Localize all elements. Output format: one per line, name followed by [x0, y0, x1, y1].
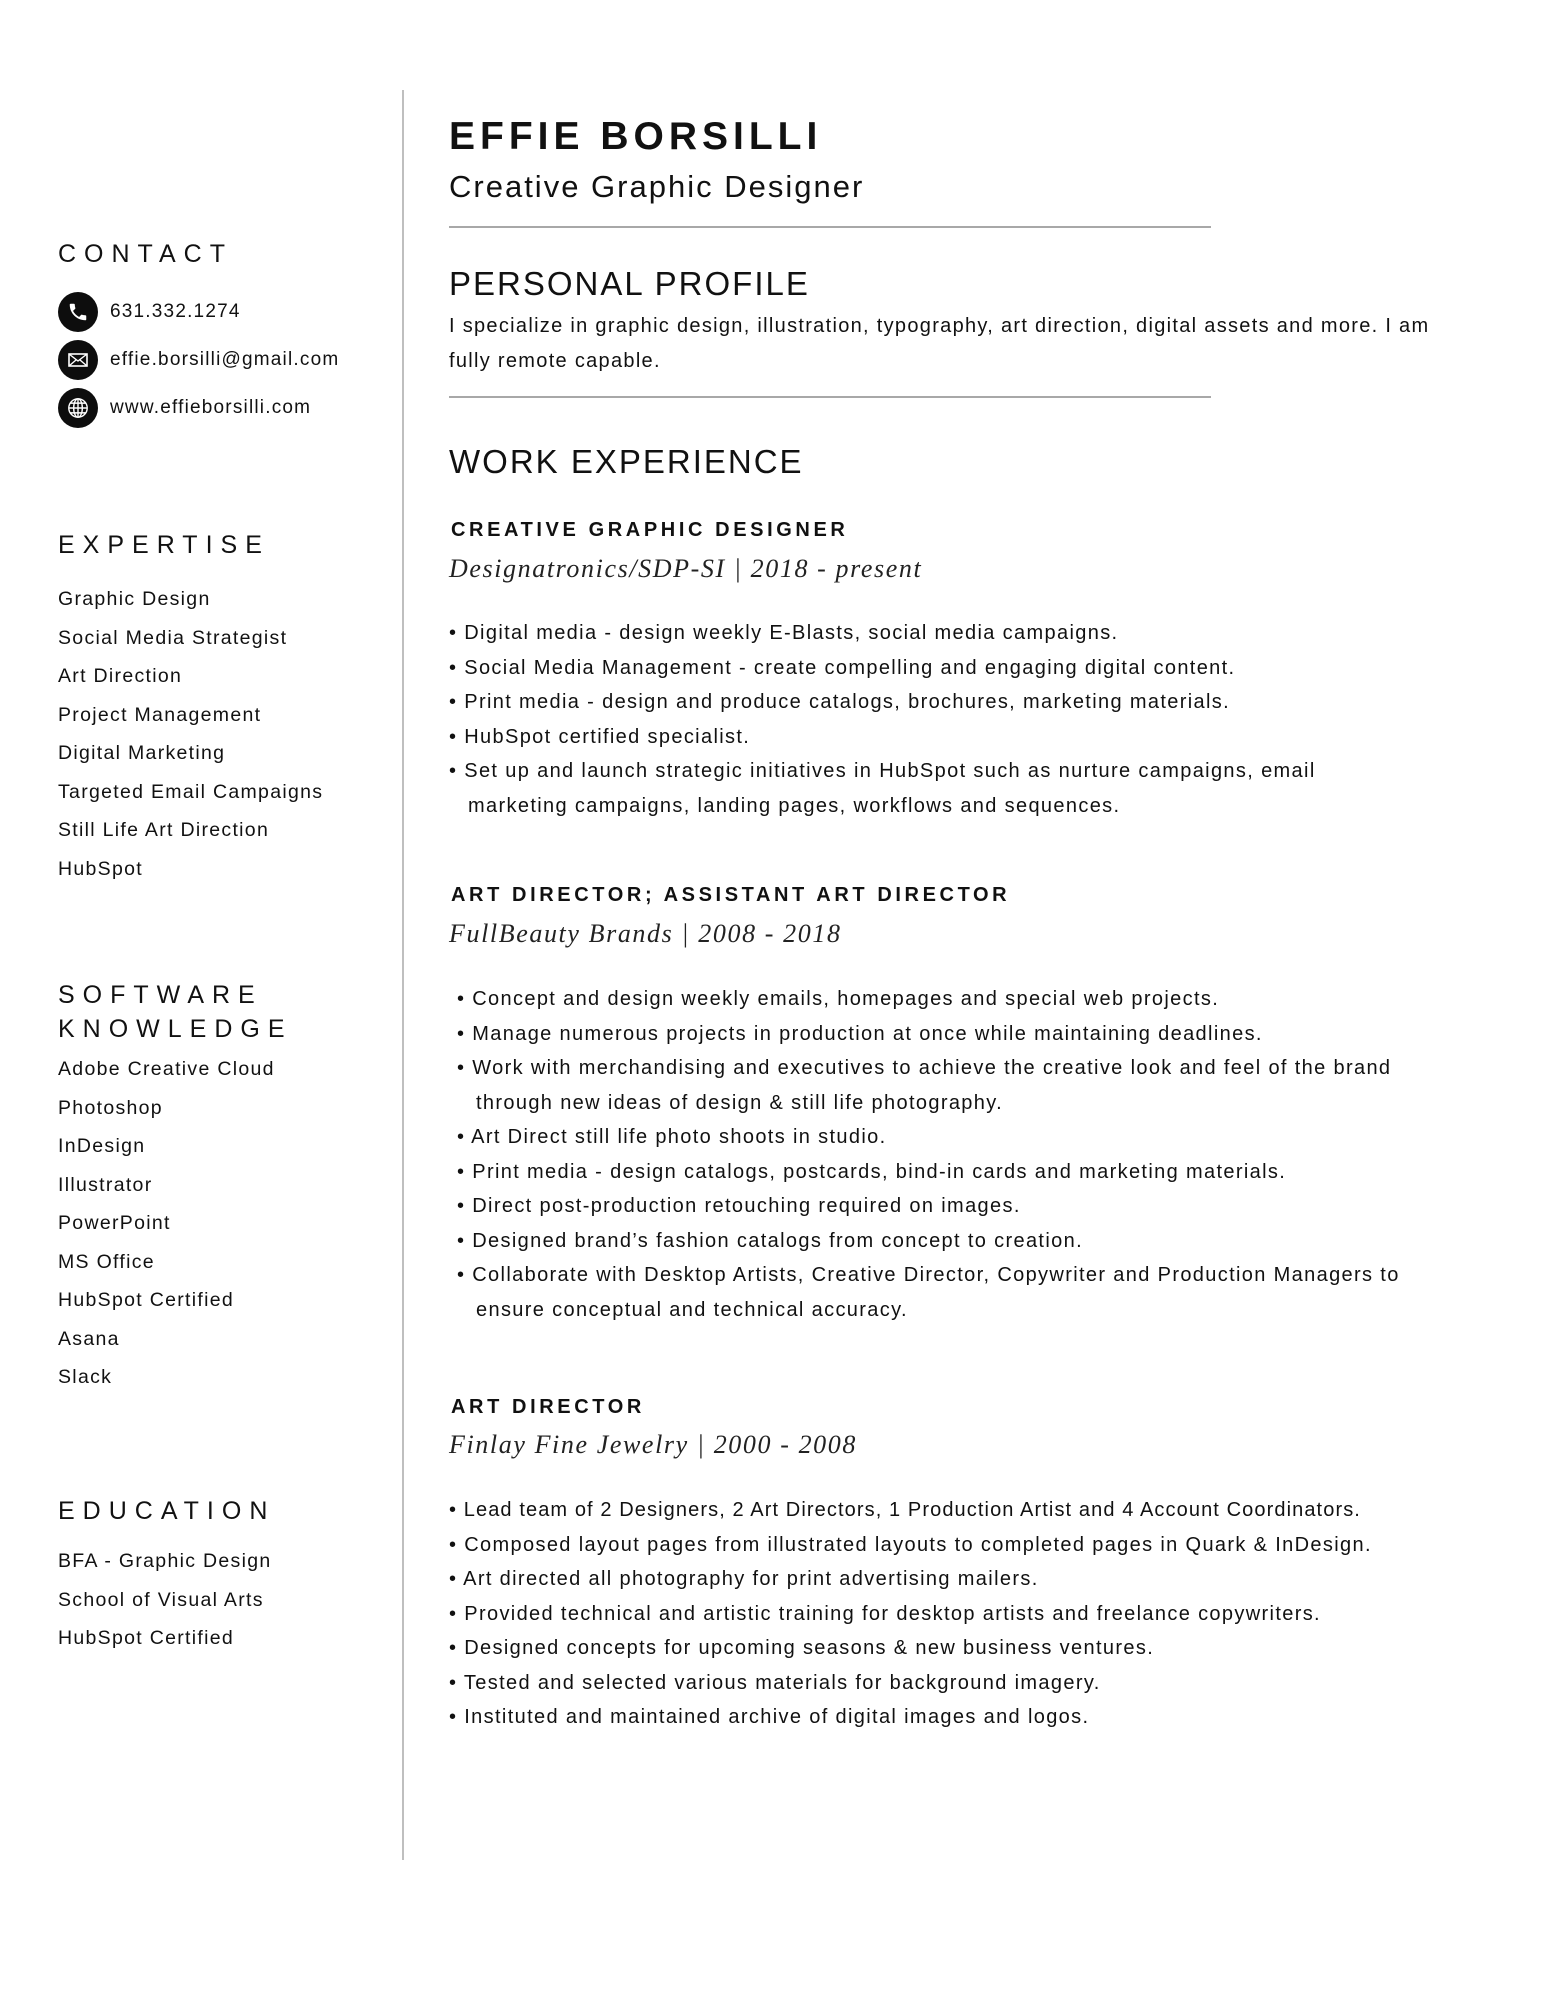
- list-item: • Collaborate with Desktop Artists, Creative Director, Copywriter and Production Managers to ensure conceptual and technical accuracy.: [457, 1258, 1426, 1327]
- list-item: • Art directed all photography for print advertising mailers.: [449, 1562, 1529, 1597]
- education-list: [58, 1542, 272, 1658]
- job-bullets: [449, 1493, 1529, 1735]
- contact-phone: [58, 292, 241, 332]
- job-title: CREATIVE GRAPHIC DESIGNER: [451, 519, 849, 541]
- list-item: HubSpot Certified: [58, 1289, 235, 1311]
- list-item: MS Office: [58, 1250, 155, 1273]
- vertical-divider: [402, 90, 404, 1860]
- header-divider: [449, 226, 1211, 228]
- list-item: Graphic Design: [58, 588, 211, 610]
- list-item: BFA - Graphic Design: [58, 1550, 272, 1572]
- list-item: • Art Direct still life photo shoots in studio.: [457, 1120, 1537, 1155]
- list-item: Slack: [58, 1366, 113, 1388]
- work-heading: WORK EXPERIENCE: [449, 443, 804, 480]
- list-item: Social Media Strategist: [58, 626, 288, 649]
- website-url[interactable]: www.effieborsilli.com: [110, 397, 312, 418]
- profile-heading: PERSONAL PROFILE: [449, 265, 810, 302]
- job-title: ART DIRECTOR; ASSISTANT ART DIRECTOR: [451, 884, 1011, 906]
- contact-email: [58, 340, 339, 380]
- list-item: • Composed layout pages from illustrated layouts to completed pages in Quark & InDesign.: [449, 1528, 1529, 1563]
- candidate-name: EFFIE BORSILLI: [449, 115, 823, 158]
- list-item: • Set up and launch strategic initiatives in HubSpot such as nurture campaigns, email marketing campaigns, landing pages, workflows and sequences.: [449, 754, 1358, 823]
- phone-icon: [58, 292, 98, 332]
- education-heading: EDUCATION: [58, 1497, 276, 1525]
- list-item: Photoshop: [58, 1096, 163, 1119]
- job-company: Designatronics/SDP-SI | 2018 - present: [449, 554, 923, 583]
- list-item: PowerPoint: [58, 1212, 171, 1234]
- list-item: School of Visual Arts: [58, 1588, 264, 1611]
- list-item: Asana: [58, 1327, 120, 1350]
- mail-icon: [58, 340, 98, 380]
- list-item: • Social Media Management - create compelling and engaging digital content.: [449, 651, 1529, 686]
- contact-website: [58, 388, 311, 428]
- list-item: • Direct post-production retouching required on images.: [457, 1189, 1537, 1224]
- list-item: • HubSpot certified specialist.: [449, 720, 1529, 755]
- list-item: • Print media - design and produce catalogs, brochures, marketing materials.: [449, 685, 1529, 720]
- globe-icon: [58, 388, 98, 428]
- list-item: • Manage numerous projects in production at once while maintaining deadlines.: [457, 1017, 1537, 1052]
- contact-heading: CONTACT: [58, 240, 233, 268]
- list-item: Targeted Email Campaigns: [58, 780, 324, 803]
- job-bullets: [449, 616, 1529, 823]
- job-bullets: [457, 982, 1537, 1327]
- list-item: Still Life Art Direction: [58, 819, 270, 841]
- profile-text: I specialize in graphic design, illustration, typography, art direction, digital assets and more. I am fully remote capable.: [449, 315, 1430, 372]
- expertise-list: [58, 580, 323, 888]
- list-item: • Lead team of 2 Designers, 2 Art Directors, 1 Production Artist and 4 Account Coordinators.: [449, 1493, 1529, 1528]
- software-heading-line1: SOFTWARE: [58, 981, 263, 1009]
- list-item: • Work with merchandising and executives to achieve the creative look and feel of the brand through new ideas of design & still life photography.: [457, 1051, 1426, 1120]
- list-item: • Instituted and maintained archive of digital images and logos.: [449, 1700, 1529, 1735]
- candidate-title: Creative Graphic Designer: [449, 169, 865, 204]
- list-item: InDesign: [58, 1135, 146, 1157]
- software-list: [58, 1050, 275, 1397]
- phone-number[interactable]: 631.332.1274: [110, 301, 241, 322]
- job-company: FullBeauty Brands | 2008 - 2018: [449, 919, 842, 948]
- job-company: Finlay Fine Jewelry | 2000 - 2008: [449, 1430, 857, 1459]
- profile-divider: [449, 396, 1211, 398]
- list-item: • Digital media - design weekly E-Blasts, social media campaigns.: [449, 616, 1529, 651]
- list-item: • Print media - design catalogs, postcards, bind-in cards and marketing materials.: [457, 1155, 1537, 1190]
- list-item: HubSpot: [58, 857, 143, 880]
- list-item: • Tested and selected various materials for background imagery.: [449, 1666, 1529, 1701]
- list-item: Project Management: [58, 703, 262, 726]
- email-address[interactable]: effie.borsilli@gmail.com: [110, 349, 340, 370]
- list-item: • Provided technical and artistic training for desktop artists and freelance copywriters.: [449, 1597, 1529, 1632]
- list-item: • Designed brand’s fashion catalogs from concept to creation.: [457, 1224, 1537, 1259]
- list-item: Illustrator: [58, 1173, 153, 1196]
- list-item: Art Direction: [58, 665, 183, 687]
- list-item: Digital Marketing: [58, 742, 226, 764]
- software-heading: [58, 978, 293, 1046]
- job-title: ART DIRECTOR: [451, 1396, 645, 1418]
- list-item: • Concept and design weekly emails, homepages and special web projects.: [457, 982, 1537, 1017]
- list-item: HubSpot Certified: [58, 1627, 235, 1649]
- list-item: • Designed concepts for upcoming seasons & new business ventures.: [449, 1631, 1529, 1666]
- expertise-heading: EXPERTISE: [58, 531, 270, 559]
- software-heading-line2: KNOWLEDGE: [58, 1015, 293, 1043]
- list-item: Adobe Creative Cloud: [58, 1058, 275, 1080]
